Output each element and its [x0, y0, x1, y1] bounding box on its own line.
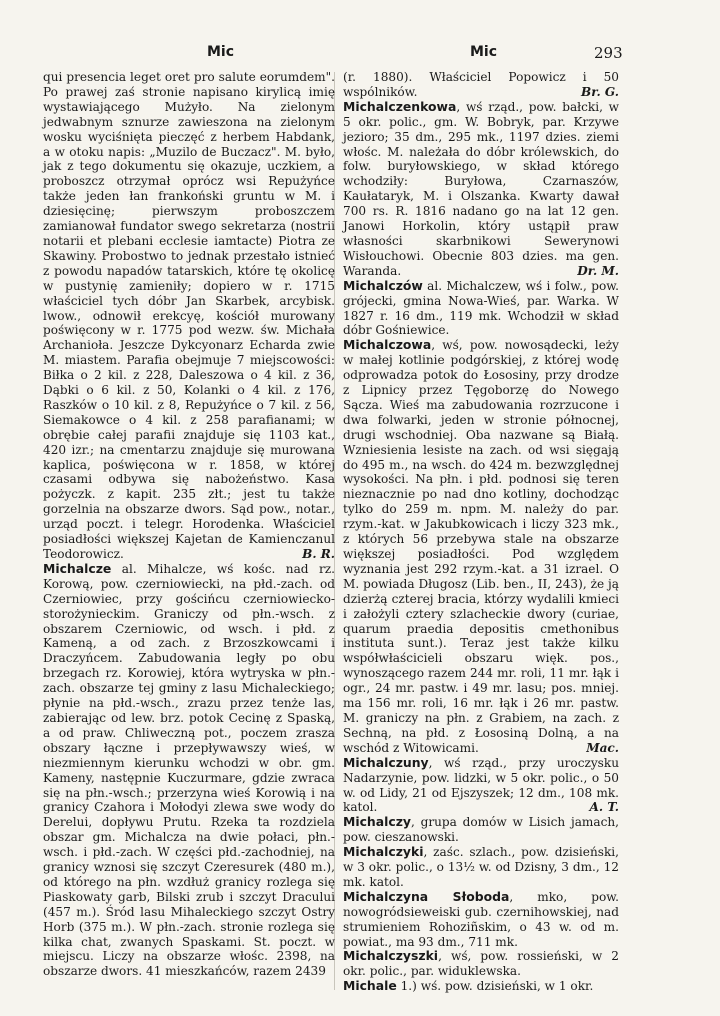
running-head-left: Mic — [207, 44, 235, 60]
entry-text: 1.) wś. pow. dzisieński, w 1 okr. — [396, 979, 594, 994]
entry-text: , wś, pow. nowosądecki, leży w małej kotlinie podgórskiej, z której wodę odprowadza potok do Łososiny, przy drodze z Lipnicy przez Tęgoborzę do Nowego Sącza. Wieś ma zabudowania rozrzucone i dwa folwarki, jeden w stronie północnej, drugi wschodniej. Oba nazwane są Białą. Wzniesienia lesiste na zach. od wsi sięgają do 495 m., na wsch. do 424 m. bezwzględnej wysokości. Na płn. i płd. podnosi się teren nieznacznie po nad dno kotliny, dochodząc tylko do 259 m. npm. M. należy do par. rzym.-kat. w Jakubkowicach i liczy 323 mk., z których 56 przebywa stale na obszarze większej posiadłości. Pod względem wyznania jest 292 rzym.-kat. a 31 izrael. O M. powiada Długosz (Lib. ben., II, 243), że ją dzierżą czterej bracia, którzy wydalili kmieci i założyli cztery szlacheckie dwory (curiae, quarum praedia depositis cmethonibus instituta sunt.). Teraz jest także kilku współwłaścicieli obszaru więk. pos., wynoszącego razem 244 mr. roli, 11 mr. łąk i ogr., 24 mr. pastw. i 49 mr. lasu; pos. mniej. ma 156 mr. roli, 16 mr. łąk i 26 mr. pastw. M. graniczy na płn. z Grabiem, na zach. z Sechną, na płd. z Łososiną Dolną, a na wschód z Witowicami. — [343, 338, 619, 755]
entry-headword: Michalcze — [43, 560, 112, 576]
entry-text: , wś rząd., pow. bałcki, w 5 okr. polic., gm. W. Bobryk, par. Krzywe jezioro; 35 dm., 295 mk., 1197 dzies. ziemi włośc. M. należała do dóbr królewskich, do folw. buryłowskiego, w skład którego wchodziły: Buryłowa, Czarnaszów, Kaułataryk, M. i Olszanka. Kwarty dawał 700 rs. R. 1816 nadano go na lat 12 gen. Janowi Horkolin, który ustąpił praw własności skarbnikowi Sewerynowi Wisłouchowi. Obecnie 803 dzies. ma gen. Waranda. — [343, 99, 619, 278]
entry-headword: Michalczów — [343, 277, 423, 293]
author-signature: Mac. — [586, 740, 619, 755]
entry-continuation — [43, 70, 335, 562]
right-column — [343, 70, 619, 994]
entry-headword: Michalczy — [343, 814, 411, 830]
entry-text: al. Michalczew, wś i folw., pow. grójecki, gmina Nowa-Wieś, par. Warka. W 1827 r. 16 dm., 119 mk. Wchodził w skład dóbr Gośniewice. — [343, 278, 619, 338]
author-signature: Dr. M. — [577, 263, 619, 278]
entry-text: (r. 1880). Właściciel Popowicz i 50 wspólników. — [343, 70, 619, 99]
dictionary-entry — [343, 815, 619, 845]
entry-headword: Michalczowa — [343, 337, 432, 353]
entry-headword: Michale — [343, 978, 397, 994]
entry-text: , mko, pow. nowogródsieweiski gub. czernihowskiej, nad strumieniem Rohoziñskim, o 43 w. od m. powiat., ma 93 dm., 711 mk. — [343, 889, 619, 949]
entry-continuation — [343, 70, 619, 100]
entry-text: , zaśc. szlach., pow. dzisieński, w 3 okr. polic., o 13½ w. od Dzisny, 3 dm., 12 mk. katol. — [343, 845, 619, 889]
running-head-right: Mic — [470, 44, 498, 60]
entry-text: qui presencia leget oret pro salute eorumdem". Po prawej zaś stronie napisano kirylicą imię wystawiającego Mużyło. Na zielonym jedwabnym sznurze zawieszona na zielonym wosku wyciśnięta pieczęć z herbem Habdank, a w otoku napis: „Muzilo de Buczacz". M. było, jak z tego dokumentu się okazuje, uczkiem, a proboszcz otrzymał oprócz wsi Repużyńce także jeden łan frankoński gruntu w M. i dziesięcinę; pierwszym proboszczem zamianował fundator swego sekretarza (nostrii notarii et plebani ecclesie iamtacte) Piotra ze Skawiny. Probostwo to jednak przestało istnieć z powodu napadów tatarskich, które tę okolicę w pustynię zamieniły; dopiero w r. 1715 właściciel tych dóbr Jan Skarbek, arcybisk. lwow., odnowił erekcyę, kościół murowany poświęcony w r. 1775 pod wezw. św. Michała Archanioła. Jeszcze Dykcyonarz Echarda zwie M. miastem. Parafia obejmuje 7 miejscowości: Biłka o 2 kil. z 228, Daleszowa o 4 kil. z 36, Dąbki o 6 kil. z 50, Kolanki o 4 kil. z 176, Raszków o 10 kil. z 8, Repużyńce o 7 kil. z 56, Siemakowce o 4 kil. z 258 parafianami; w obrębie całej parafii znajduje się 1103 kat., 420 izr.; na cmentarzu znajduje się murowana kaplica, poświęcona w r. 1858, w której czasami odbywa się nabożeństwo. Kasa pożyczk. z kapit. 235 złt.; jest tu także gorzelnia na obszarze dwors. Sąd pow., notar., urząd poczt. i telegr. Horodenka. Właściciel posiadłości większej Kajetan de Kamienczanul Teodorowicz. — [43, 70, 335, 561]
entry-text: , wś, pow. rossieński, w 2 okr. polic., par. widuklewska. — [343, 949, 619, 979]
entry-text: , grupa domów w Lisich jamach, pow. cieszanowski. — [343, 815, 619, 845]
entry-headword: Michalczyki — [343, 844, 424, 860]
dictionary-entry — [43, 562, 335, 979]
author-signature: A. T. — [589, 800, 619, 815]
dictionary-entry — [343, 979, 619, 994]
dictionary-entry — [343, 100, 619, 279]
dictionary-entry — [343, 338, 619, 755]
dictionary-entry — [343, 756, 619, 816]
dictionary-entry — [343, 949, 619, 979]
dictionary-entry — [343, 845, 619, 890]
author-signature: B. R. — [302, 547, 335, 561]
dictionary-entry — [343, 279, 619, 339]
entry-text: , wś rząd., przy uroczysku Nadarzynie, pow. lidzki, w 5 okr. polic., o 50 w. od Lidy, 21 od Ejszyszek; 12 dm., 108 mk. katol. — [343, 755, 619, 815]
entry-headword: Michalczenkowa — [343, 98, 457, 114]
author-signature: Br. G. — [580, 84, 619, 99]
left-column — [43, 70, 335, 979]
entry-headword: Michalczuny — [343, 754, 429, 770]
entry-headword: Michalczyszki — [343, 948, 439, 964]
dictionary-entry — [343, 890, 619, 950]
entry-headword: Michalczyna Słoboda — [343, 888, 510, 904]
entry-text: al. Mihalcze, wś kośc. nad rz. Korową, pow. czerniowiecki, na płd.-zach. od Czerniowiec, przy gościńcu czerniowiecko-storożynieckim. Graniczy od płn.-wsch. z obszarem Czerniowic, od wsch. i płd. z Kameną, a od zach. z Brzoszkowcami i Draczyńcem. Zabudowania legły po obu brzegach rz. Korowiej, która wytryska w płn.-zach. obszarze tej gminy z lasu Michaleckiego; płynie na płd.-wsch., zrazu przez tenże las, zabierając od lew. brz. potok Cecinę z Spaską, a od praw. Chliweczną pot., poczem zrasza obszary łączne i przepływawszy wieś, w niezmiennym kierunku wchodzi w obr. gm. Kameny, następnie Kuczurmare, gdzie zwraca się na płn.-wsch.; przerzyna wieś Korowią i na granicy Czahora i Mołodyi zlewa swe wody do Derelui, dopływu Prutu. Rzeka ta rozdziela obszar gm. Michalcza na dwie połaci, płn.-wsch. i płd.-zach. W części płd.-zachodniej, na granicy wznosi się szczyt Czeresurek (480 m.), od którego na płn. wzdłuż granicy rozlega się Piaskowaty garb, Bilski zrub i szczyt Dracului (457 m.). Śród lasu Mihaleckiego szczyt Ostry Horb (375 m.). W płn.-zach. stronie rozlega się kilka chat, zwanych Spaskami. St. poczt. w miejscu. Liczy na obszarze włośc. 2398, na obszarze dwors. 41 mieszkańców, razem 2439 — [43, 561, 335, 979]
page-number: 293 — [594, 44, 623, 62]
